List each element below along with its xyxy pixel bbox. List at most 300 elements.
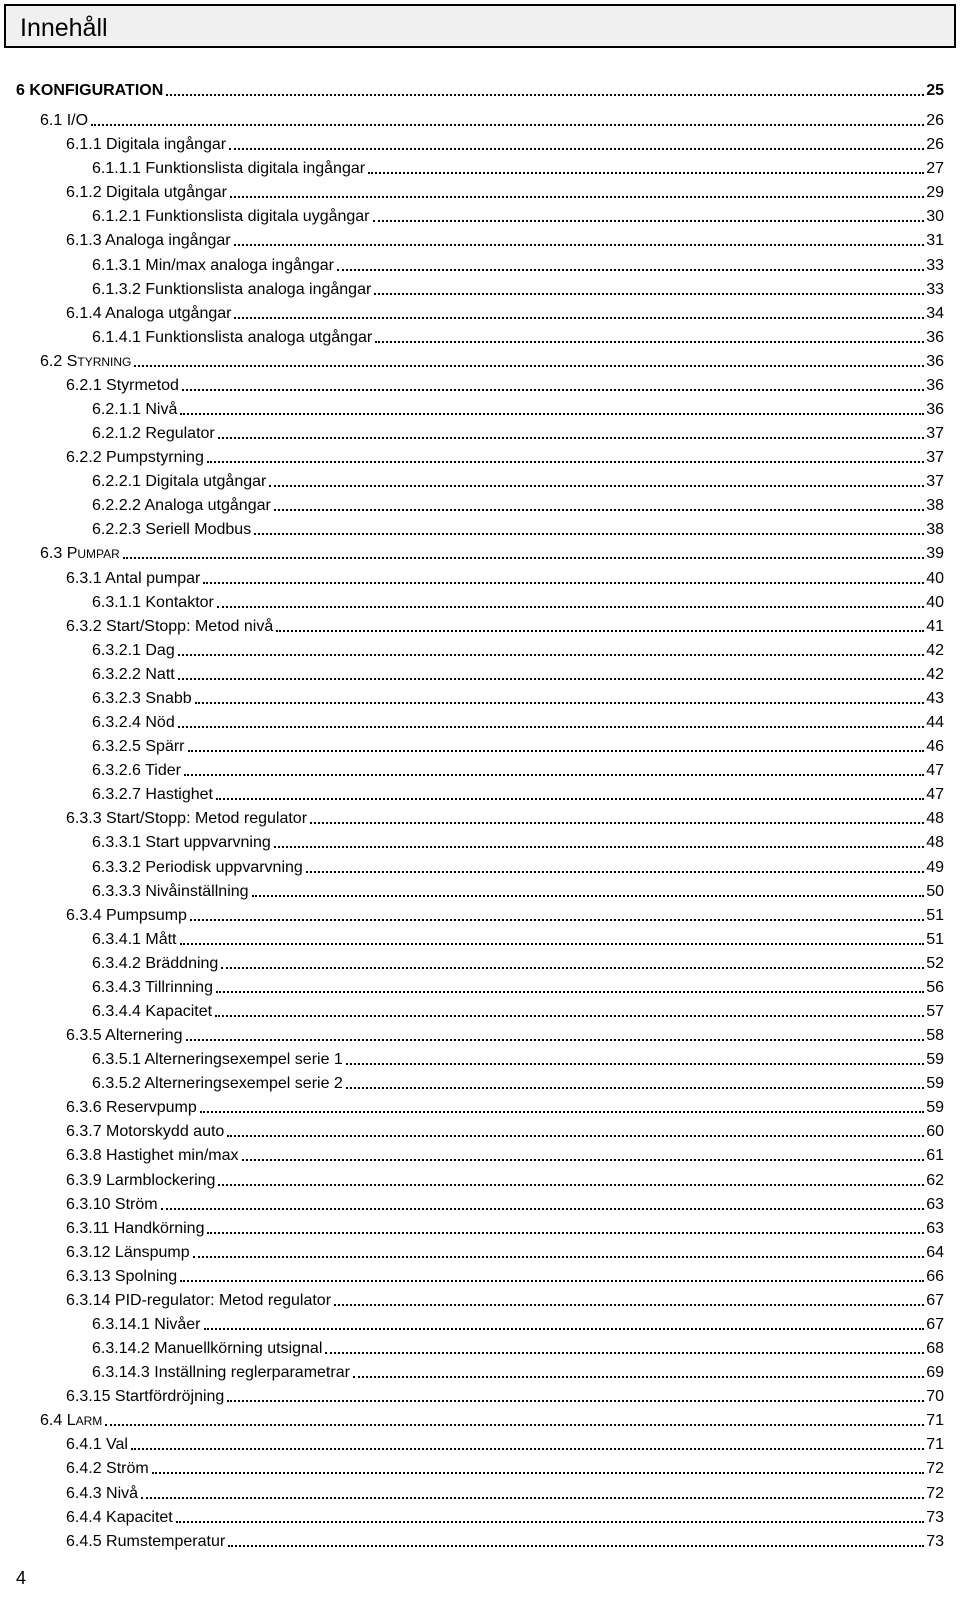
dot-leader [161,1208,925,1210]
toc-entry-title [66,906,187,928]
toc-entry[interactable] [0,1144,960,1168]
toc-entry-title [92,954,218,976]
toc-entry-page-number: 69 [926,1364,944,1382]
dot-leader [269,485,924,487]
toc-entry-title [92,1315,201,1337]
toc-entry-title [92,785,213,807]
toc-entry-title-text: 6.2.1.2 Regulator [92,425,215,443]
dot-leader [310,822,924,824]
toc-entry[interactable] [0,1048,960,1072]
toc-entry[interactable] [0,928,960,952]
toc-entry-page-number: 36 [926,328,944,346]
dot-leader [203,582,924,584]
toc-entry-title-text: 6.4.4 Kapacitet [66,1508,173,1526]
toc-entry-title [92,280,371,302]
toc-entry-title [66,1291,331,1313]
toc-entry-title-text: 6.2.2 Pumpstyrning [66,449,204,467]
toc-entry-title-text: 6.4.1 Val [66,1436,128,1454]
toc-entry-title-text: 6.3.5.2 Alterneringsexempel serie 2 [92,1075,343,1093]
dot-leader [254,533,924,535]
toc-entry-page-number: 71 [926,1412,944,1430]
toc-entry-title [92,424,215,446]
toc-entry-page-number: 38 [926,497,944,515]
toc-entry-page-number: 30 [926,208,944,226]
toc-entry-title [66,1267,177,1289]
toc-entry[interactable] [0,687,960,711]
dot-leader [178,678,924,680]
toc-entry[interactable] [0,133,960,157]
dot-leader [178,654,924,656]
dot-leader [178,726,924,728]
toc-entry-title-text: 6.1.3.1 Min/max analoga ingångar [92,256,334,274]
toc-entry-title-text: 6.3.2 Start/Stopp: Metod nivå [66,617,274,635]
toc-entry[interactable] [0,470,960,494]
toc-entry-page-number: 36 [926,401,944,419]
dot-leader [274,509,924,511]
toc-entry[interactable] [0,1096,960,1120]
toc-entry[interactable] [0,1361,960,1385]
toc-entry-title [66,1026,183,1048]
toc-entry[interactable] [0,253,960,277]
toc-entry-page-number: 57 [926,1002,944,1020]
dot-leader [234,317,924,319]
toc-entry-page-number: 52 [926,954,944,972]
toc-entry-title-text: 6.4.2 Ström [66,1460,149,1478]
toc-entry[interactable] [0,952,960,976]
dot-leader [195,702,925,704]
toc-entry-title-smallcaps: TYRNING [77,354,132,369]
dot-leader [134,365,924,367]
toc-entry[interactable] [0,855,960,879]
toc-entry-title-text: 6.3.8 Hastighet min/max [66,1147,239,1165]
toc-entry-title [92,737,185,759]
toc-entry-title [66,1098,197,1120]
toc-entry-title [92,882,249,904]
toc-entry-title [92,930,177,952]
toc-entry[interactable] [0,711,960,735]
toc-entry-title [92,665,175,687]
toc-entry[interactable] [0,783,960,807]
toc-entry-title [66,135,226,157]
dot-leader [242,1159,925,1161]
toc-entry[interactable] [0,1530,960,1554]
toc-entry-title [66,376,179,398]
toc-entry[interactable] [0,350,960,374]
toc-entry-page-number: 38 [926,521,944,539]
dot-leader [123,557,924,559]
dot-leader [218,437,924,439]
toc-entry-title [66,617,273,639]
toc-entry-title [92,1050,343,1072]
toc-entry[interactable] [0,976,960,1000]
dot-leader [373,220,925,222]
toc-entry-page-number: 59 [926,1099,944,1117]
toc-entry-page-number: 49 [926,858,944,876]
toc-entry-title [92,833,271,855]
toc-entry[interactable] [0,1457,960,1481]
toc-entry-title-text: 6.4.3 Nivå [66,1484,139,1502]
toc-entry[interactable] [0,109,960,133]
dot-leader [215,1015,924,1017]
toc-entry-title [66,1508,173,1530]
dot-leader [228,1545,924,1547]
toc-entry-title [66,1435,128,1457]
toc-entry-page-number: 33 [926,280,944,298]
toc-entry-title [92,520,251,542]
toc-entry-title [92,328,372,350]
toc-entry-title [92,1002,212,1024]
toc-entry-title-text: 6.2.2.1 Digitala utgångar [92,473,267,491]
dot-leader [234,244,925,246]
toc-entry-title-text: 6.1.3.2 Funktionslista analoga ingångar [92,280,372,298]
toc-entry-title-text: 6.3.4.3 Tillrinning [92,978,213,996]
toc-entry-title [92,1074,343,1096]
toc-entry-title-text: 6.4.5 Rumstemperatur [66,1532,226,1550]
toc-entry-title [92,641,175,663]
toc-entry-title-text: 6.1.4 Analoga utgångar [66,304,232,322]
toc-entry[interactable] [0,735,960,759]
toc-entry-title-text: 6.3.1.1 Kontaktor [92,593,214,611]
toc-entry-title [66,1219,204,1241]
toc-entry-page-number: 40 [926,593,944,611]
dot-leader [334,1304,924,1306]
dot-leader [200,1111,924,1113]
dot-leader [346,1087,924,1089]
toc-entry[interactable] [0,542,960,566]
dot-leader [374,293,924,295]
dot-leader [353,1376,924,1378]
toc-entry-title [66,809,307,831]
toc-entry-title-text: 6.1.2.1 Funktionslista digitala uygångar [92,208,370,226]
toc-entry[interactable] [0,422,960,446]
dot-leader [182,389,924,391]
dot-leader [190,919,924,921]
dot-leader [207,461,924,463]
toc-entry-page-number: 41 [926,617,944,635]
dot-leader [221,967,924,969]
toc-entry-title [66,231,231,253]
toc-entry-title-text: 6.3.14.3 Inställning reglerparametrar [92,1364,350,1382]
toc-entry[interactable] [0,398,960,422]
toc-entry-title [40,1411,102,1433]
toc-entry-title [66,183,227,205]
toc-entry-title-text: 6.3.14.1 Nivåer [92,1315,201,1333]
toc-entry[interactable] [0,229,960,253]
toc-entry-page-number: 73 [926,1532,944,1550]
toc-entry[interactable] [0,157,960,181]
toc-entry-title-text: 6.3.4.1 Mått [92,930,177,948]
dot-leader [131,1448,924,1450]
toc-entry-title-text: 6.3.2.7 Hastighet [92,786,213,804]
dot-leader [325,1352,924,1354]
dot-leader [217,606,924,608]
toc-entry-title-text: 6.1.1 Digitala ingångar [66,136,227,154]
toc-entry[interactable] [0,880,960,904]
toc-entry-title [66,1171,215,1193]
toc-entry-page-number: 72 [926,1460,944,1478]
toc-entry-title-text: 6.3.2.1 Dag [92,641,175,659]
toc-entry-title-text: 6.3.4.2 Bräddning [92,954,219,972]
toc-entry-page-number: 48 [926,834,944,852]
toc-entry-title [92,1363,350,1385]
toc-entry-title-text: 6.3.13 Spolning [66,1267,178,1285]
toc-entry-page-number: 58 [926,1027,944,1045]
toc-entry[interactable] [0,1241,960,1265]
dot-leader [207,1232,924,1234]
toc-entry[interactable] [0,1217,960,1241]
toc-entry-page-number: 67 [926,1315,944,1333]
toc-entry-page-number: 63 [926,1219,944,1237]
toc-entry[interactable] [0,77,960,103]
dot-leader [229,148,924,150]
toc-entry-page-number: 71 [926,1436,944,1454]
dot-leader [141,1497,924,1499]
toc-entry-page-number: 42 [926,665,944,683]
toc-entry-title [66,1243,190,1265]
dot-leader [337,269,924,271]
toc-entry-title-text: 6.3.14 PID-regulator: Metod regulator [66,1291,332,1309]
dot-leader [186,1039,925,1041]
dot-leader [184,774,924,776]
toc-entry-title-text: 6.3.15 Startfördröjning [66,1388,225,1406]
dot-leader [166,94,924,96]
toc-entry-title-text: 6.3.3.1 Start uppvarvning [92,834,271,852]
toc-entry-title [66,569,200,591]
toc-entry[interactable] [0,1385,960,1409]
toc-entry-title-text: 6.3.3.3 Nivåinställning [92,882,249,900]
toc-entry-title [66,1122,224,1144]
toc-entry-page-number: 44 [926,714,944,732]
toc-entry[interactable] [0,1024,960,1048]
toc-entry[interactable] [0,302,960,326]
toc-entry[interactable] [0,615,960,639]
toc-entry[interactable] [0,326,960,350]
dot-leader [276,630,924,632]
toc-entry-title-text: 6.3.3 Start/Stopp: Metod regulator [66,810,308,828]
toc-entry-page-number: 33 [926,256,944,274]
toc-entry[interactable] [0,807,960,831]
toc-entry-title-text: 6.3.3.2 Periodisk uppvarvning [92,858,303,876]
toc-entry-title-text: 6.3.4 Pumpsump [66,906,187,924]
toc-entry-title-smallcaps: UMPAR [77,547,120,562]
toc-entry-title-text: 6.3.4.4 Kapacitet [92,1002,213,1020]
toc-entry-title-text: 6.3.9 Larmblockering [66,1171,216,1189]
toc-entry-title-text: 6.3.5 Alternering [66,1027,183,1045]
toc-entry[interactable] [0,1193,960,1217]
dot-leader [91,124,924,126]
toc-entry-page-number: 73 [926,1508,944,1526]
dot-leader [204,1328,925,1330]
toc-entry[interactable] [0,1289,960,1313]
toc-entry-title-text: 6.3.5.1 Alterneringsexempel serie 1 [92,1051,343,1069]
toc-entry-title-text: 6.3.2.2 Natt [92,665,175,683]
toc-entry[interactable] [0,1265,960,1289]
dot-leader [193,1256,925,1258]
toc-entry-title-text: 6.4 L [40,1412,76,1430]
toc-entry-page-number: 67 [926,1291,944,1309]
dot-leader [176,1521,924,1523]
toc-entry[interactable] [0,566,960,590]
table-of-contents [0,77,960,1554]
toc-entry[interactable] [0,591,960,615]
toc-entry-title-text: 6.1.1.1 Funktionslista digitala ingångar [92,160,366,178]
toc-entry[interactable] [0,1313,960,1337]
dot-leader [306,871,924,873]
dot-leader [188,750,925,752]
toc-entry-page-number: 48 [926,810,944,828]
page-title: Innehåll [20,14,108,42]
toc-entry-page-number: 36 [926,376,944,394]
toc-entry[interactable] [0,1072,960,1096]
toc-entry-page-number: 27 [926,160,944,178]
toc-entry-title-text: 6 KONFIGURATION [16,82,164,99]
dot-leader [180,1280,924,1282]
toc-entry[interactable] [0,518,960,542]
dot-leader [227,1400,924,1402]
toc-entry-page-number: 59 [926,1075,944,1093]
toc-entry[interactable] [0,278,960,302]
toc-entry-title [92,472,266,494]
dot-leader [180,943,925,945]
toc-entry-page-number: 66 [926,1267,944,1285]
toc-entry-title [92,207,370,229]
toc-entry-title-text: 6.3.14.2 Manuellkörning utsignal [92,1340,323,1358]
toc-entry-title [92,858,303,880]
toc-entry-page-number: 46 [926,738,944,756]
toc-entry-title-text: 6.1.3 Analoga ingångar [66,232,231,250]
toc-entry-title-text: 6.2 S [40,352,78,370]
dot-leader [152,1472,925,1474]
toc-entry-title-text: 6.3.7 Motorskydd auto [66,1123,225,1141]
toc-entry-page-number: 63 [926,1195,944,1213]
toc-entry[interactable] [0,639,960,663]
toc-entry-title [40,352,131,374]
toc-entry-page-number: 70 [926,1388,944,1406]
toc-entry-page-number: 68 [926,1340,944,1358]
toc-entry-title-text: 6.3.10 Ström [66,1195,158,1213]
toc-entry[interactable] [0,1168,960,1192]
toc-entry[interactable] [0,446,960,470]
toc-entry-title-text: 6.2.1.1 Nivå [92,401,178,419]
toc-entry-title-text: 6.1.4.1 Funktionslista analoga utgångar [92,328,373,346]
toc-entry-title [66,1532,225,1554]
toc-entry[interactable] [0,1337,960,1361]
toc-entry-title-text: 6.2.2.2 Analoga utgångar [92,497,271,515]
toc-entry-page-number: 36 [926,352,944,370]
toc-entry-title [66,1146,239,1168]
toc-entry-page-number: 26 [926,112,944,130]
toc-entry-title-text: 6.3.1 Antal pumpar [66,569,201,587]
toc-entry-page-number: 37 [926,449,944,467]
toc-entry-page-number: 60 [926,1123,944,1141]
toc-entry-title [92,689,192,711]
toc-entry-title [66,1387,224,1409]
toc-entry-title-text: 6.3.2.6 Tider [92,762,181,780]
toc-entry-title-smallcaps: ARM [75,1414,103,1429]
toc-entry-page-number: 61 [926,1147,944,1165]
toc-entry-title [66,1459,149,1481]
toc-entry-page-number: 64 [926,1243,944,1261]
toc-entry[interactable] [0,494,960,518]
toc-entry-page-number: 25 [926,82,944,99]
toc-entry-title [92,159,365,181]
toc-entry-page-number: 37 [926,473,944,491]
toc-entry-page-number: 37 [926,425,944,443]
toc-entry-title [92,713,175,735]
toc-entry-title [66,1484,138,1506]
toc-entry-title [66,1195,158,1217]
toc-entry-title [92,761,181,783]
toc-entry-page-number: 39 [926,545,944,563]
toc-entry-title [16,81,163,103]
toc-entry-title [66,304,231,326]
toc-entry[interactable] [0,759,960,783]
toc-entry[interactable] [0,1481,960,1505]
toc-entry-page-number: 51 [926,906,944,924]
toc-entry[interactable] [0,205,960,229]
toc-entry-page-number: 31 [926,232,944,250]
dot-leader [375,341,924,343]
dot-leader [346,1063,924,1065]
toc-entry-title-text: 6.3.2.4 Nöd [92,714,175,732]
toc-entry[interactable] [0,1120,960,1144]
toc-entry-page-number: 42 [926,641,944,659]
toc-entry-title-text: 6.3 P [40,545,78,563]
toc-entry[interactable] [0,1000,960,1024]
dot-leader [227,1135,924,1137]
toc-entry-page-number: 62 [926,1171,944,1189]
toc-entry-title-text: 6.3.6 Reservpump [66,1099,197,1117]
toc-entry-page-number: 47 [926,762,944,780]
toc-entry[interactable] [0,831,960,855]
toc-entry-title-text: 6.2.2.3 Seriell Modbus [92,521,252,539]
dot-leader [218,1184,924,1186]
toc-entry-page-number: 72 [926,1484,944,1502]
toc-entry[interactable] [0,1409,960,1433]
toc-entry-page-number: 43 [926,689,944,707]
toc-entry-title-text: 6.3.2.3 Snabb [92,689,192,707]
toc-entry-title [92,400,177,422]
toc-title-box [4,4,956,48]
toc-entry[interactable] [0,1506,960,1530]
toc-entry-title-text: 6.3.12 Länspump [66,1243,190,1261]
dot-leader [180,413,924,415]
toc-entry-title [66,448,204,470]
toc-entry[interactable] [0,181,960,205]
toc-entry[interactable] [0,904,960,928]
toc-entry-title [92,593,214,615]
toc-entry-page-number: 50 [926,882,944,900]
toc-entry[interactable] [0,663,960,687]
toc-entry-page-number: 26 [926,136,944,154]
toc-entry-page-number: 56 [926,978,944,996]
dot-leader [368,172,924,174]
toc-entry-page-number: 29 [926,184,944,202]
toc-entry-title-text: 6.1 I/O [40,112,89,130]
toc-entry[interactable] [0,374,960,398]
toc-entry-title-text: 6.3.11 Handkörning [66,1219,205,1237]
toc-entry-title [92,256,334,278]
toc-entry-title [92,1339,322,1361]
dot-leader [274,846,924,848]
dot-leader [252,895,925,897]
toc-entry-title-text: 6.1.2 Digitala utgångar [66,184,227,202]
toc-entry-page-number: 51 [926,930,944,948]
toc-entry-title [40,544,120,566]
toc-entry-title [40,111,88,133]
dot-leader [230,196,924,198]
toc-entry[interactable] [0,1433,960,1457]
